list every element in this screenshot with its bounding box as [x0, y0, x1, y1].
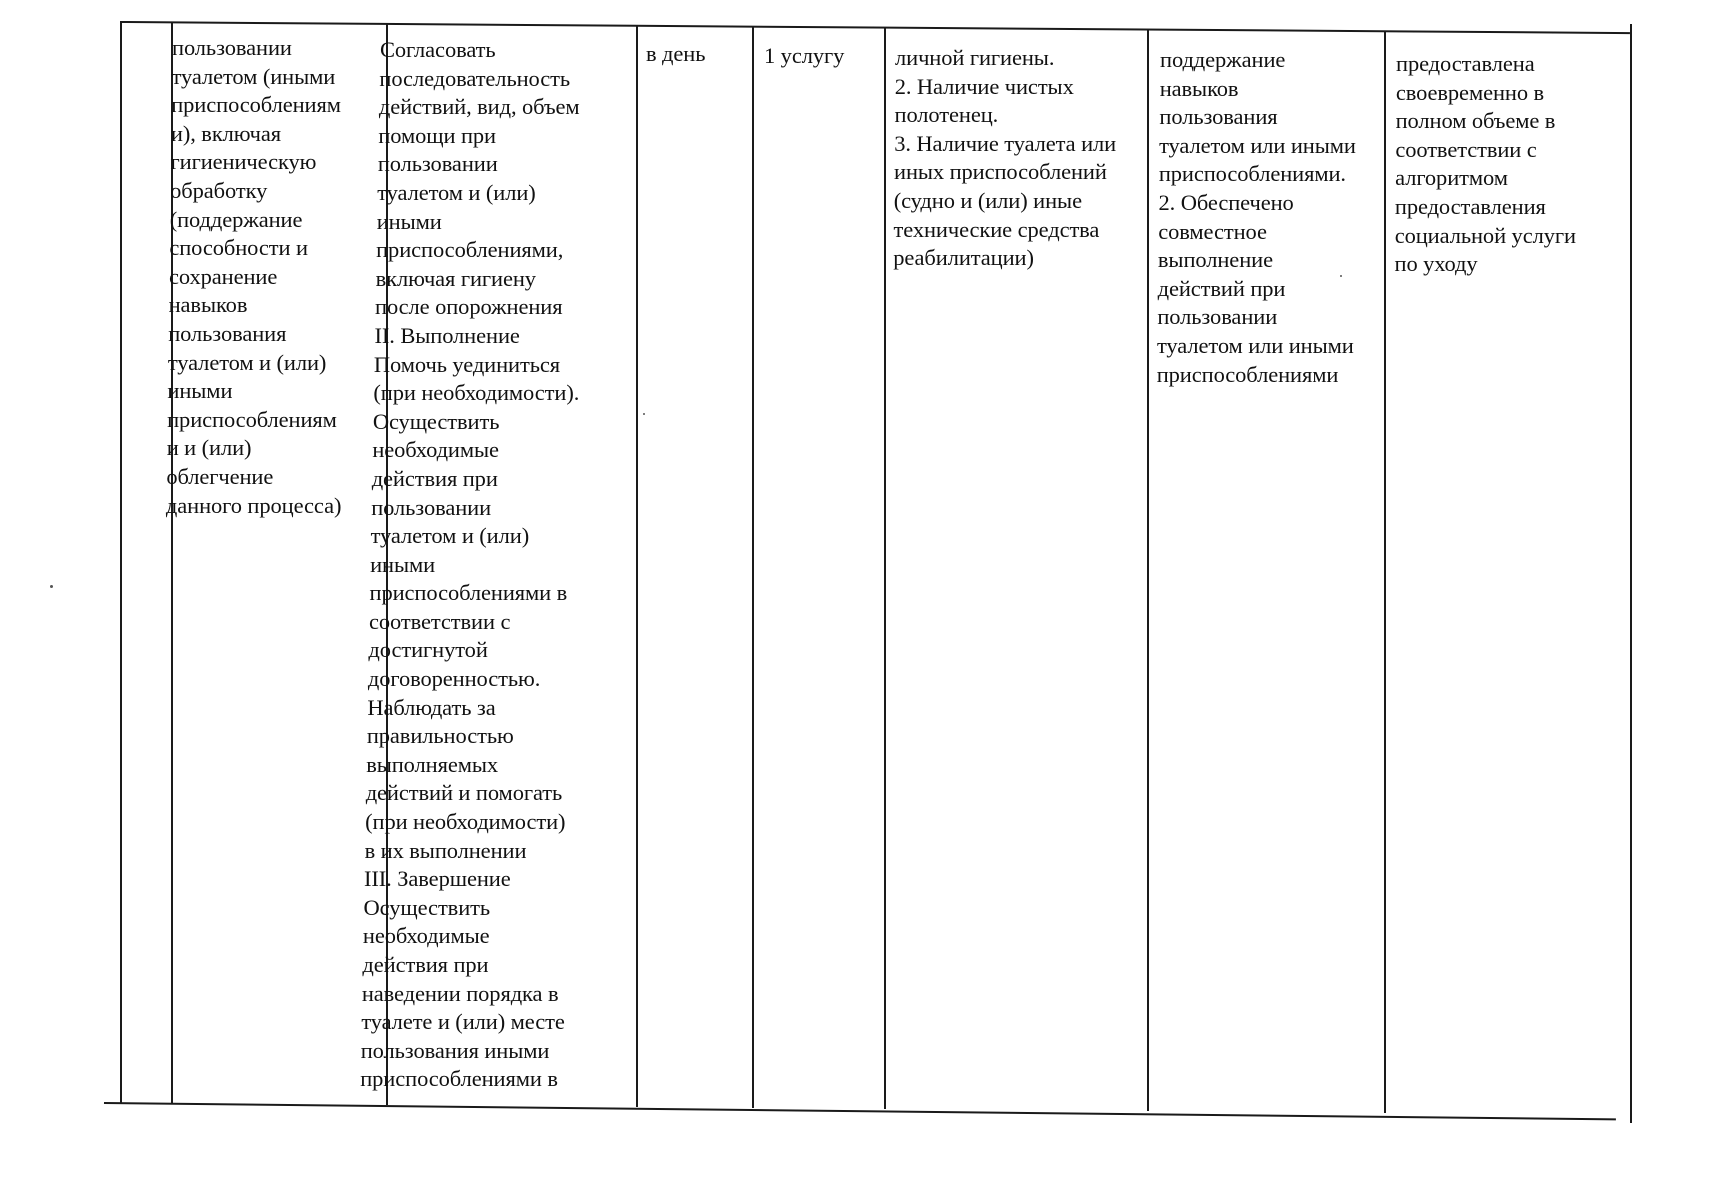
cell-text-line: обработку	[170, 177, 268, 203]
cell-text-line: последовательность	[379, 65, 571, 91]
cell-text-line: и), включая	[170, 120, 281, 146]
cell-text-line: и и (или)	[166, 435, 252, 461]
cell-text-line: Помочь уединиться	[373, 351, 561, 377]
cell-text-line: иными	[167, 378, 233, 404]
cell-text-line: (судно и (или) иные	[893, 187, 1082, 213]
cell-text-line: социальной услуги	[1394, 222, 1576, 248]
cell-text-line: по уходу	[1394, 251, 1478, 277]
cell-text-line: выполнение	[1157, 247, 1273, 273]
cell-text-line: правильностью	[366, 723, 514, 749]
frequency-cell	[646, 40, 705, 69]
procedure-steps-cell	[360, 36, 586, 1094]
cell-text-line: включая гигиену	[375, 265, 536, 291]
cell-text-line: способности и	[169, 235, 308, 261]
cell-text-line: облегчение	[166, 463, 274, 489]
cell-text-line: после опорожнения	[375, 294, 563, 320]
cell-text-line: пользовании	[1157, 304, 1278, 330]
column-rule-6	[1147, 30, 1149, 1111]
cell-text-line: иными	[376, 208, 442, 234]
cell-text-line: (при необходимости).	[373, 380, 580, 406]
cell-text-line: приспособлениями.	[1158, 161, 1346, 187]
cell-text-line: навыков	[168, 292, 248, 318]
cell-text-line: действий и помогать	[365, 780, 563, 806]
cell-text-line: действия при	[371, 465, 498, 491]
cell-text-line: II. Выполнение	[374, 322, 520, 348]
cell-text-line: пользовании	[371, 494, 492, 520]
cell-text-line: навыков	[1159, 75, 1239, 101]
cell-text-line: иных приспособлений	[894, 159, 1107, 185]
cell-text-line: предоставлена	[1396, 51, 1535, 76]
cell-text-line: Согласовать	[380, 37, 496, 62]
cell-text-line: личной гигиены.	[895, 45, 1055, 70]
cell-text-line: предоставления	[1394, 193, 1546, 219]
cell-text-line: наведении порядка в	[361, 980, 559, 1006]
cell-text-line: пользовании	[377, 151, 498, 177]
cell-text-line: пользования иными	[360, 1037, 550, 1063]
cell-text-line: технические средства	[893, 216, 1100, 242]
column-rule-8	[1630, 24, 1632, 1123]
cell-text-line: 1 услугу	[764, 43, 845, 68]
table-top-border	[120, 21, 1630, 34]
cell-text-line: (поддержание	[169, 206, 303, 232]
cell-text-line: туалетом и (или)	[377, 179, 536, 205]
cell-text-line: 2. Обеспечено	[1158, 189, 1294, 215]
conditions-cell	[895, 44, 1117, 273]
cell-text-line: Наблюдать за	[367, 694, 496, 720]
service-name-cell	[165, 34, 347, 520]
column-rule-7	[1384, 32, 1386, 1113]
cell-text-line: действия при	[362, 952, 489, 977]
scan-speck	[1340, 275, 1342, 277]
cell-text-line: в их выполнении	[364, 837, 527, 863]
column-rule-4	[752, 27, 754, 1108]
cell-text-line: соответствии с	[369, 608, 511, 634]
cell-text-line: поддержание	[1160, 47, 1286, 72]
cell-text-line: туалетом (иными	[171, 63, 336, 89]
cell-text-line: совместное	[1158, 218, 1267, 244]
cell-text-line: туалетом и (или)	[167, 349, 327, 375]
cell-text-line: необходимые	[372, 437, 499, 463]
cell-text-line: договоренностью.	[367, 666, 541, 692]
cell-text-line: приспособлениям	[167, 406, 337, 432]
cell-text-line: достигнутой	[368, 637, 488, 663]
cell-text-line: помощи при	[378, 122, 496, 148]
cell-text-line: реабилитации)	[893, 245, 1034, 271]
scan-speck	[643, 413, 645, 415]
cell-text-line: выполняемых	[366, 751, 499, 777]
cell-text-line: приспособлениями	[1156, 361, 1339, 387]
cell-text-line: в день	[646, 41, 706, 66]
cell-text-line: соответствии с	[1395, 136, 1537, 162]
cell-text-line: действий при	[1157, 275, 1286, 301]
cell-text-line: иными	[370, 551, 436, 577]
cell-text-line: туалете и (или) месте	[361, 1009, 565, 1035]
cell-text-line: полотенец.	[894, 102, 999, 128]
cell-text-line: пользования	[168, 320, 287, 346]
cell-text-line: алгоритмом	[1395, 165, 1508, 191]
cell-text-line: приспособлениями в	[360, 1066, 558, 1092]
cell-text-line: Осуществить	[363, 894, 491, 920]
cell-text-line: приспособлениям	[171, 92, 341, 118]
cell-text-line: (при необходимости)	[365, 809, 566, 835]
cell-text-line: полном объеме в	[1395, 108, 1556, 134]
cell-text-line: туалетом или иными	[1159, 132, 1356, 158]
cell-text-line: туалетом или иными	[1157, 332, 1354, 358]
cell-text-line: своевременно в	[1395, 79, 1545, 105]
cell-text-line: туалетом и (или)	[370, 523, 530, 549]
column-rule-0	[120, 21, 122, 1103]
cell-text-line: приспособлениями,	[376, 237, 564, 263]
cell-text-line: данного процесса)	[165, 492, 342, 518]
cell-text-line: 3. Наличие туалета или	[894, 130, 1117, 156]
cell-text-line: пользовании	[172, 35, 292, 60]
column-rule-5	[884, 28, 886, 1109]
cell-text-line: III. Завершение	[364, 866, 511, 892]
cell-text-line: необходимые	[362, 923, 490, 949]
unit-cell	[764, 42, 844, 71]
cell-text-line: пользования	[1159, 104, 1278, 130]
cell-text-line: 2. Наличие чистых	[894, 73, 1074, 99]
scan-speck	[50, 585, 53, 588]
table-bottom-border	[104, 1102, 1616, 1120]
result-indicators-cell	[1156, 46, 1357, 389]
cell-text-line: Осуществить	[372, 408, 500, 434]
column-rule-3	[636, 26, 638, 1107]
quality-evaluation-cell	[1396, 50, 1577, 279]
cell-text-line: приспособлениями в	[369, 580, 568, 606]
cell-text-line: гигиеническую	[170, 149, 317, 175]
cell-text-line: сохранение	[169, 263, 278, 289]
cell-text-line: действий, вид, объем	[378, 94, 580, 120]
